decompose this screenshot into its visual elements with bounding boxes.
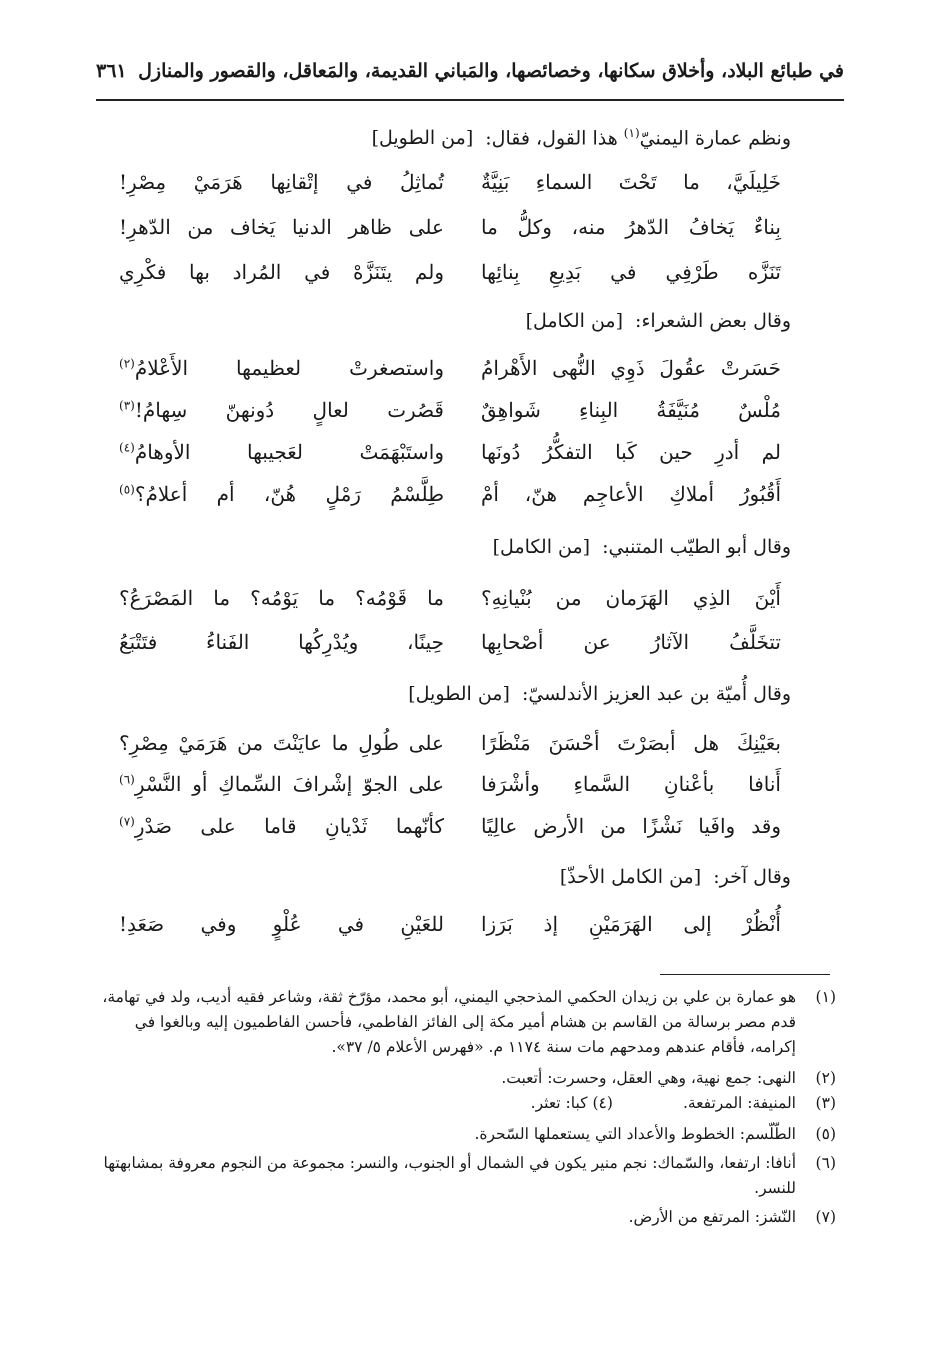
verse-second-hemistich: للعَيْنِ في عُلْوٍ وفي صَعَدِ! — [119, 912, 444, 936]
verse-second-hemistich: واستصغرتْ لعظيمها الأَعْلامُ$^{(٢)}$ — [119, 356, 444, 380]
footnote-inline-pair — [531, 1091, 613, 1116]
verse-second-hemistich: ما قَوْمُه؟ ما يَوْمُه؟ ما المَصْرَعُ؟ — [119, 586, 444, 610]
header-rule — [96, 99, 844, 101]
footnote-rule — [660, 974, 830, 975]
verse-first-hemistich: بعَيْنِكَ هل أبصَرْتَ أحْسَنَ مَنْظَرًا — [481, 731, 781, 755]
verse-second-hemistich: واستَبْهَمَتْ لعَجيبها الأوهامُ$^{(٤)}$ — [119, 440, 444, 464]
footnote-text: النّشز: المرتفع من الأرض. — [628, 1208, 796, 1226]
footnote-number: (٦) — [815, 1154, 836, 1172]
footnote-text: هو عمارة بن علي بن زيدان الحكمي المذحجي اليمني، أبو محمد، مؤرّخ ثقة، وشاعر فقيه أديب، ولد في تهامة، قدم مصر برسالة من القاسم بن هشام أمير مكة إلى الفائز الفاطمي، فأحسن الفاطميون إليه وبالغوا في إكرامه، فأقام عندهم ومدحهم مات سنة ١١٧٤ م. «فهرس الأعلام ٥/ ٣٧». — [102, 988, 796, 1056]
meter-label: [من الكامل] — [525, 310, 623, 332]
verse-second-hemistich: ولم يتَنَزَّهْ في المُراد بها فكْرِي — [119, 260, 444, 284]
footnote-pair — [96, 1091, 836, 1116]
verse-second-hemistich: على ظاهر الدنيا يَخاف من الدّهرِ! — [119, 215, 444, 239]
footnote-number: (٧) — [815, 1208, 836, 1226]
footnote-text: المنيفة: المرتفعة. — [682, 1094, 796, 1112]
verse-first-hemistich: خَلِيلَيَّ، ما تَحْتَ السماءِ بَنِيَّةٌ — [481, 170, 781, 194]
verse-first-hemistich: تتخَلَّفُ الآثارُ عن أصْحابِها — [481, 630, 781, 654]
verse-first-hemistich: أَنافا بأعْنانِ السَّماءِ وأشْرَفا — [481, 772, 781, 796]
footnote-number: (٤) — [592, 1094, 613, 1112]
meter-label: [من الطويل] — [408, 683, 510, 705]
section-intro: وقال آخر: [من الكامل الأحذّ] — [559, 866, 791, 888]
section-intro: وقال أبو الطيّب المتنبي: [من الكامل] — [492, 536, 791, 558]
verse-second-hemistich: قَصُرت لعالٍ دُونهنّ سِهامُ!$^{(٣)}$ — [119, 398, 444, 422]
footnotes — [96, 985, 836, 1230]
section-intro: وقال أُميّة بن عبد العزيز الأندلسيّ: [من الطويل] — [408, 683, 791, 705]
verse-first-hemistich: وقد وافَيا نَشْزًا من الأرض عالِيًا — [481, 814, 781, 838]
footnote-text: الطّلّسم: الخطوط والأعداد التي يستعملها السّحرة. — [474, 1125, 796, 1143]
footnote-text: أنافا: ارتفعا، والسّماك: نجم منير يكون في الشمال أو الجنوب، والنسر: مجموعة من النجوم معروفة بمشابهتها للنسر. — [103, 1154, 796, 1197]
page-number: ٣٦١ — [96, 60, 127, 82]
footnote — [96, 1151, 836, 1201]
verse-first-hemistich: مُلْسٌ مُنَيَّفَةُ البِناءِ شَواهِقٌ — [481, 398, 781, 422]
footnote-text: النهى: جمع نهية، وهي العقل، وحسرت: أتعبت. — [501, 1069, 796, 1087]
verse-first-hemistich: لم أدرِ حين كَبا التفكُّرُ دُونَها — [481, 440, 781, 464]
verse-second-hemistich: على طُولِ ما عايَنْتَ من هَرَمَيْ مِصْرِ؟ — [119, 731, 444, 755]
verse-second-hemistich: حِينًا، ويُدْرِكُها الفَناءُ فتَتْبَعُ — [119, 630, 444, 654]
running-header — [96, 58, 844, 98]
running-title: في طبائع البلاد، وأخلاق سكانها، وخصائصها، والمَباني القديمة، والمَعاقل، والقصور والمنازل — [138, 60, 844, 82]
verse-first-hemistich: حَسَرتْ عقُولَ ذَوِي النُّهى الأَهْرامُ — [481, 356, 781, 380]
meter-label: [من الطويل] — [371, 127, 474, 150]
verse-second-hemistich: تُماثِلُ في إتْقانِها هَرَمَيْ مِصْرِ! — [119, 170, 444, 194]
verse-first-hemistich: تَنَزَّه طَرْفِي في بَدِيعِ بِنائِها — [481, 260, 781, 284]
verse-second-hemistich: كأنّهما ثَدْيانِ قاما على صَدْرِ$^{(٧)}$ — [119, 814, 444, 838]
footnote — [96, 1205, 836, 1230]
footnote-text: كبا: تعثر. — [530, 1094, 588, 1112]
verse-second-hemistich: طِلَّسْمُ رَمْلٍ هُنّ، أم أعلامُ؟$^{(٥)}$ — [119, 482, 444, 506]
footnote-number: (١) — [815, 988, 836, 1006]
verse-first-hemistich: بِناءٌ يَخافُ الدّهرُ منه، وكلُّ ما — [481, 215, 781, 239]
footnote-number: (٥) — [815, 1125, 836, 1143]
meter-label: [من الكامل الأحذّ] — [559, 866, 702, 888]
verse-second-hemistich: على الجوّ إشْرافَ السِّماكِ أو النَّسْرِ$^{(٦)}$ — [119, 772, 444, 796]
section-intro: ونظم عمارة اليمنيّ$^{(١)}$ هذا القول، فقال: [من الطويل] — [371, 126, 791, 150]
footnote — [96, 985, 836, 1060]
meter-label: [من الكامل] — [492, 536, 591, 558]
verse-first-hemistich: أَقُبُورُ أملاكِ الأعاجِم هنّ، أمْ — [481, 482, 781, 506]
section-intro: وقال بعض الشعراء: [من الكامل] — [525, 310, 791, 332]
footnote — [96, 1122, 836, 1147]
footnote-number: (٣) — [815, 1094, 836, 1112]
footnote — [96, 1066, 836, 1091]
verse-first-hemistich: أُنْظُرْ إلى الهَرَمَيْنِ إذ بَرَزا — [481, 912, 781, 936]
verse-first-hemistich: أَيْنَ الذِي الهَرَمان من بُنْيانِهِ؟ — [481, 586, 781, 610]
footnote-number: (٢) — [815, 1069, 836, 1087]
